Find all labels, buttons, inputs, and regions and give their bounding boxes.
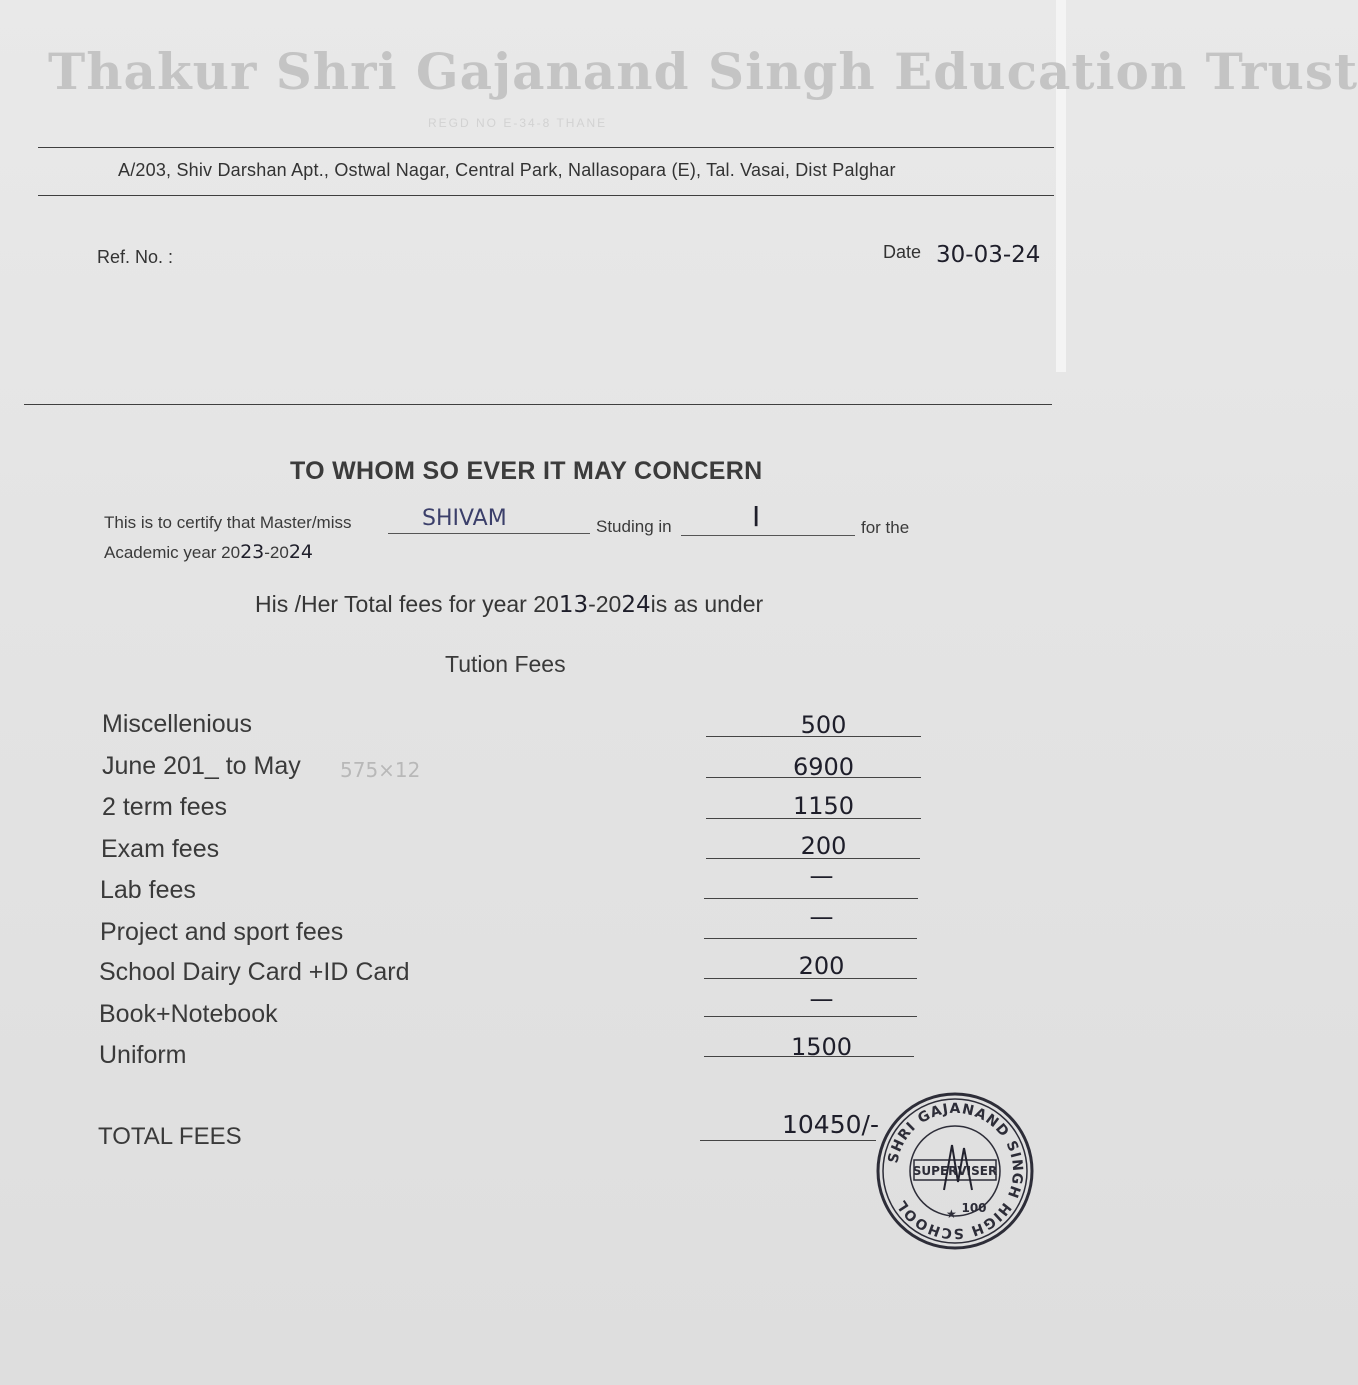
ref-section-rule	[24, 404, 1052, 405]
fee-value-misc: 500	[800, 711, 847, 739]
student-name: SHIVAM	[422, 506, 507, 531]
fee-value-dairy-card: 200	[798, 952, 845, 980]
fees-year-dash: -20	[588, 591, 622, 617]
student-class: I	[752, 500, 761, 533]
total-fees-line	[700, 1140, 876, 1141]
stamp-ring-text: SHRI GAJANAND SINGH HIGH SCHOOL	[885, 1100, 1026, 1242]
fees-intro-suffix: is as under	[650, 591, 764, 617]
fee-label-project: Project and sport fees	[100, 918, 344, 946]
academic-year-dash: -20	[264, 543, 289, 562]
stamp-bottom-text: 100	[961, 1201, 987, 1215]
fee-label-uniform: Uniform	[99, 1041, 187, 1069]
academic-year-start: 23	[240, 541, 265, 563]
student-name-blank	[388, 533, 590, 534]
fee-label-term: 2 term fees	[102, 793, 228, 821]
fee-line-books	[704, 1016, 917, 1017]
fee-note-monthly: 575×12	[340, 758, 421, 782]
header-rule-bottom	[38, 195, 1054, 196]
fee-label-exam: Exam fees	[101, 835, 220, 863]
fee-value-lab: —	[809, 862, 834, 890]
studying-label: Studing in	[596, 517, 672, 536]
total-fees-label: TOTAL FEES	[98, 1123, 242, 1150]
date-label: Date	[883, 242, 922, 262]
fee-value-uniform: 1500	[790, 1033, 853, 1061]
fees-intro-line	[255, 591, 763, 618]
fee-value-project: —	[809, 903, 834, 931]
academic-year-line	[104, 541, 313, 563]
fee-label-books: Book+Notebook	[99, 1000, 278, 1028]
document-title: TO WHOM SO EVER IT MAY CONCERN	[290, 457, 763, 485]
school-stamp-graphic	[874, 1090, 1036, 1252]
fee-line-lab	[704, 898, 918, 899]
fee-line-project	[704, 938, 917, 939]
fee-value-term: 1150	[792, 792, 855, 820]
fee-value-exam: 200	[800, 832, 847, 860]
school-stamp	[874, 1090, 1036, 1252]
certify-prefix: This is to certify that Master/miss	[104, 513, 352, 532]
academic-year-end: 24	[288, 541, 314, 563]
fees-year-end: 24	[621, 592, 651, 618]
fee-value-monthly: 6900	[792, 753, 855, 781]
date-value: 30-03-24	[936, 242, 1041, 268]
fees-intro-prefix: His /Her Total fees for year 20	[255, 591, 559, 617]
total-fees-value: 10450/-	[782, 1110, 879, 1139]
fee-label-dairy-card: School Dairy Card +ID Card	[99, 958, 410, 986]
fee-label-misc: Miscellenious	[102, 710, 253, 738]
fees-year-start: 13	[558, 592, 589, 618]
address: A/203, Shiv Darshan Apt., Ostwal Nagar, Central Park, Nallasopara (E), Tal. Vasai, Dist Palghar	[118, 160, 896, 180]
class-blank	[681, 535, 855, 536]
stamp-center-text: SUPERVISER	[912, 1164, 998, 1178]
trust-name: Thakur Shri Gajanand Singh Education Trust	[48, 42, 1358, 101]
registration-number: REGD NO E-34-8 THANE	[428, 116, 608, 130]
header-rule-top	[38, 147, 1054, 148]
section-title: Tution Fees	[445, 651, 566, 677]
fee-label-monthly: June 201_ to May	[102, 752, 301, 780]
ref-no-label: Ref. No. :	[97, 247, 174, 267]
for-the-label: for the	[861, 518, 910, 537]
fee-value-books: —	[809, 985, 834, 1013]
academic-year-label: Academic year 20	[104, 543, 241, 562]
svg-text:★: ★	[946, 1207, 957, 1221]
fee-label-lab: Lab fees	[100, 876, 196, 904]
